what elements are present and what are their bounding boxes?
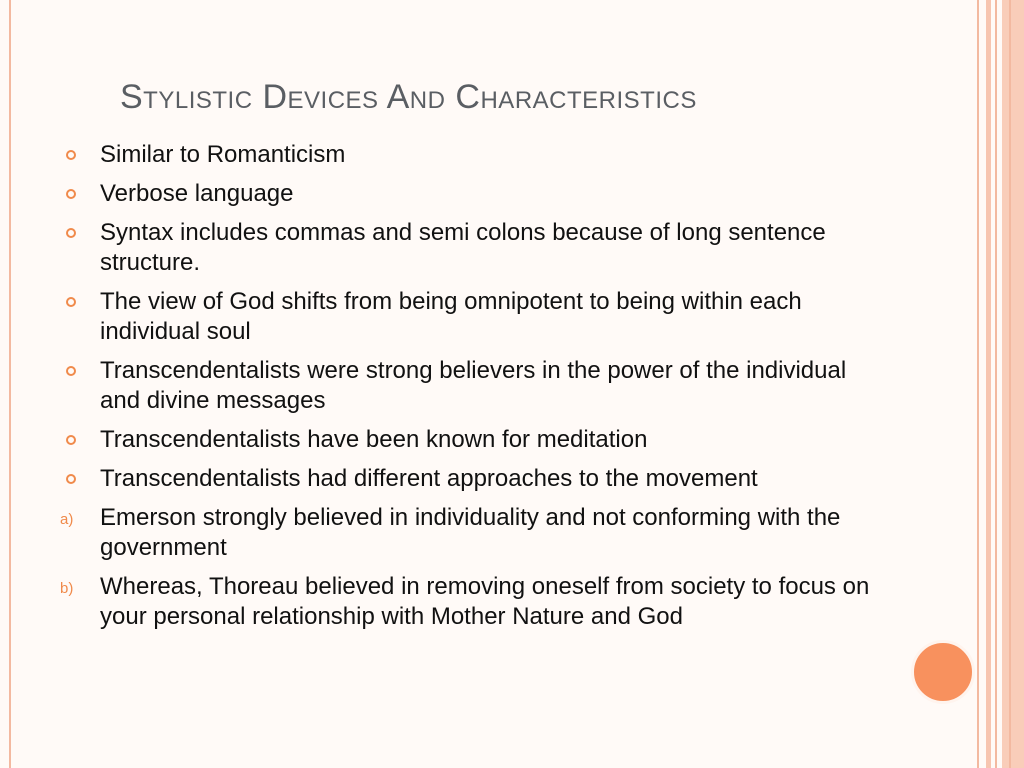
bullet-item (58, 464, 888, 494)
bullet-text: Syntax includes commas and semi colons because of long sentence structure. (100, 219, 826, 276)
bullet-text: Emerson strongly believed in individuality and not conforming with the government (100, 504, 841, 561)
bullet-text: Transcendentalists have been known for meditation (100, 426, 648, 453)
right-stripe (986, 0, 991, 768)
sub-bullet-item (58, 503, 888, 563)
bullet-text: Transcendentalists were strong believers in the power of the individual and divine messages (100, 357, 847, 414)
bullet-text: Whereas, Thoreau believed in removing oneself from society to focus on your personal relationship with Mother Nature and God (100, 573, 870, 630)
bullet-item (58, 218, 888, 278)
bullet-list (58, 140, 888, 641)
bullet-text: Similar to Romanticism (100, 141, 346, 168)
ring-bullet-icon (66, 228, 76, 238)
orange-circle-icon (911, 640, 975, 704)
ring-bullet-icon (66, 474, 76, 484)
left-border-line (9, 0, 11, 768)
bullet-item (58, 425, 888, 455)
ring-bullet-icon (66, 297, 76, 307)
bullet-text: The view of God shifts from being omnipotent to being within each individual soul (100, 288, 802, 345)
slide-title: Stylistic Devices And Characteristics (120, 78, 697, 116)
bullet-text: Transcendentalists had different approaches to the movement (100, 465, 758, 492)
bullet-item (58, 356, 888, 416)
right-stripe (1002, 0, 1024, 768)
ring-bullet-icon (66, 150, 76, 160)
right-stripe (995, 0, 997, 768)
ring-bullet-icon (66, 189, 76, 199)
bullet-item (58, 179, 888, 209)
ring-bullet-icon (66, 366, 76, 376)
right-stripe (977, 0, 979, 768)
right-stripe (1009, 0, 1011, 768)
ring-bullet-icon (66, 435, 76, 445)
bullet-letter-marker: b) (60, 580, 74, 597)
sub-bullet-item (58, 572, 888, 632)
bullet-item (58, 287, 888, 347)
bullet-item (58, 140, 888, 170)
bullet-letter-marker: a) (60, 511, 74, 528)
bullet-text: Verbose language (100, 180, 294, 207)
